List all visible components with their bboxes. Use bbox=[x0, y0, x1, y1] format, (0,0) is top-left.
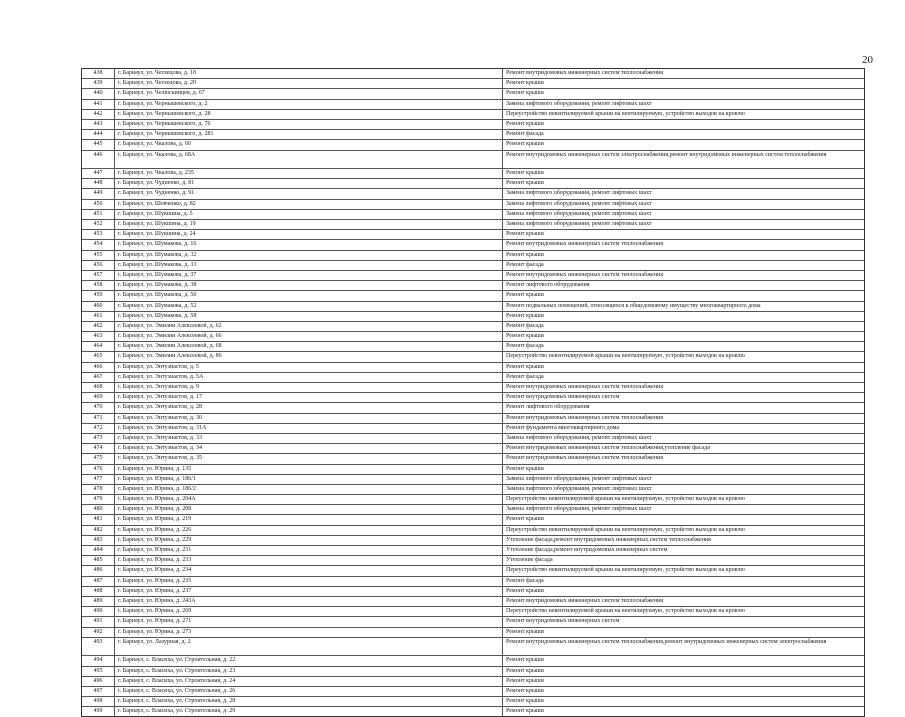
table-row bbox=[82, 617, 864, 627]
work-type-cell: Ремонт крыши bbox=[506, 516, 544, 523]
table-row bbox=[82, 577, 864, 587]
table-row bbox=[82, 179, 864, 189]
work-type-cell: Замена лифтового оборудования, ремонт лифтовых шахт bbox=[506, 434, 652, 441]
address-cell: г. Барнаул, ул. Юрина, д. 271 bbox=[115, 617, 503, 626]
table-row bbox=[82, 200, 864, 210]
address-cell: г. Барнаул, ул. Юрина, д. 135 bbox=[115, 465, 503, 474]
address-cell: г. Барнаул, ул. Шумакова, д. 52 bbox=[115, 302, 503, 311]
row-number: 443 bbox=[82, 120, 115, 129]
work-type-cell: Ремонт внутридомовых инженерных систем bbox=[506, 618, 620, 625]
address-cell: г. Барнаул, ул. Эмилии Алексеевой, д. 68 bbox=[115, 342, 503, 351]
work-type-cell: Замена лифтового оборудования, ремонт лифтовых шахт bbox=[506, 190, 652, 197]
work-type-cell: Замена лифтового оборудования, ремонт лифтовых шахт bbox=[506, 475, 652, 482]
row-number: 465 bbox=[82, 352, 115, 361]
table-row bbox=[82, 322, 864, 332]
row-number: 454 bbox=[82, 240, 115, 249]
work-type-cell: Ремонт внутридомовых инженерных систем теплоснабжения bbox=[506, 455, 663, 462]
work-type-cell: Ремонт внутридомовых инженерных систем теплоснабжения bbox=[506, 271, 663, 278]
row-number: 457 bbox=[82, 271, 115, 280]
work-type-cell: Ремонт фасада bbox=[506, 343, 544, 350]
work-type-cell: Ремонт крыши bbox=[506, 677, 544, 684]
row-number: 493 bbox=[82, 638, 115, 656]
table-row bbox=[82, 251, 864, 261]
work-type-cell: Ремонт крыши bbox=[506, 465, 544, 472]
work-type-cell: Ремонт внутридомовых инженерных систем электроснабжения,ремонт внутридомовых инженерных систем теплоснабжения bbox=[506, 151, 827, 158]
row-number: 471 bbox=[82, 414, 115, 423]
row-number: 473 bbox=[82, 434, 115, 443]
table-row bbox=[82, 556, 864, 566]
address-cell: г. Барнаул, ул. Энтузиастов, д. 30 bbox=[115, 414, 503, 423]
row-number: 498 bbox=[82, 697, 115, 706]
address-cell: г. Барнаул, ул. Чернышевского, д. 76 bbox=[115, 120, 503, 129]
row-number: 495 bbox=[82, 667, 115, 676]
table-row bbox=[82, 434, 864, 444]
work-type-cell: Ремонт внутридомовых инженерных систем теплоснабжения,утепление фасада bbox=[506, 445, 710, 452]
work-type-cell: Ремонт крыши bbox=[506, 657, 544, 664]
row-number: 450 bbox=[82, 200, 115, 209]
work-type-cell: Замена лифтового оборудования, ремонт лифтовых шахт bbox=[506, 100, 652, 107]
row-number: 467 bbox=[82, 373, 115, 382]
row-number: 458 bbox=[82, 281, 115, 290]
work-type-cell: Ремонт фундамента многоквартирного дома bbox=[506, 424, 620, 431]
table-row bbox=[82, 536, 864, 546]
address-cell: г. Барнаул, ул. Чернышевского, д. 28 bbox=[115, 110, 503, 119]
address-cell: г. Барнаул, ул. Чкалова, д. 235 bbox=[115, 169, 503, 178]
work-type-cell: Ремонт крыши bbox=[506, 251, 544, 258]
page-number: 20 bbox=[862, 54, 873, 66]
work-type-cell: Переустройство невентилируемой крыши на вентилируемую, устройство выходов на кровлю bbox=[506, 110, 745, 117]
address-cell: г. Барнаул, ул. Энтузиастов, д. 5А bbox=[115, 373, 503, 382]
row-number: 444 bbox=[82, 130, 115, 139]
row-number: 482 bbox=[82, 526, 115, 535]
address-cell: г. Барнаул, ул. Шукшина, д. 5 bbox=[115, 210, 503, 219]
address-cell: г. Барнаул, с. Власиха, ул. Строительная, д. 24 bbox=[115, 677, 503, 686]
address-cell: г. Барнаул, ул. Энтузиастов, д. 35 bbox=[115, 454, 503, 463]
row-number: 476 bbox=[82, 465, 115, 474]
address-cell: г. Барнаул, с. Власиха, ул. Строительная, д. 29 bbox=[115, 707, 503, 716]
row-number: 463 bbox=[82, 332, 115, 341]
table-row bbox=[82, 444, 864, 454]
table-row bbox=[82, 100, 864, 110]
address-cell: г. Барнаул, с. Власиха, ул. Строительная, д. 26 bbox=[115, 687, 503, 696]
work-type-cell: Ремонт крыши bbox=[506, 231, 544, 238]
address-cell: г. Барнаул, ул. Энтузиастов, д. 31А bbox=[115, 424, 503, 433]
address-cell: г. Барнаул, ул. Чернышевского, д. 2 bbox=[115, 100, 503, 109]
work-type-cell: Утепление фасада,ремонт внутридомовых инженерных систем теплоснабжения bbox=[506, 536, 711, 543]
address-cell: г. Барнаул, ул. Энтузиастов, д. 9 bbox=[115, 383, 503, 392]
address-cell: г. Барнаул, ул. Эмилии Алексеевой, д. 62 bbox=[115, 322, 503, 331]
table-row bbox=[82, 140, 864, 150]
table-row bbox=[82, 707, 864, 716]
work-type-cell: Ремонт крыши bbox=[506, 292, 544, 299]
address-cell: г. Барнаул, ул. Энтузиастов, д. 5 bbox=[115, 363, 503, 372]
address-cell: г. Барнаул, ул. Эмилии Алексеевой, д. 66 bbox=[115, 332, 503, 341]
table-row bbox=[82, 302, 864, 312]
address-cell: г. Барнаул, ул. Шумакова, д. 16 bbox=[115, 240, 503, 249]
work-type-cell: Замена лифтового оборудования, ремонт лифтовых шахт bbox=[506, 210, 652, 217]
row-number: 460 bbox=[82, 302, 115, 311]
row-number: 442 bbox=[82, 110, 115, 119]
table-row bbox=[82, 120, 864, 130]
row-number: 448 bbox=[82, 179, 115, 188]
row-number: 487 bbox=[82, 577, 115, 586]
work-type-cell: Переустройство невентилируемой крыши на вентилируемую, устройство выходов на кровлю bbox=[506, 567, 745, 574]
row-number: 440 bbox=[82, 89, 115, 98]
row-number: 449 bbox=[82, 189, 115, 198]
table-row bbox=[82, 403, 864, 413]
table-row bbox=[82, 110, 864, 120]
table-row bbox=[82, 607, 864, 617]
address-cell: г. Барнаул, ул. Энтузиастов, д. 28 bbox=[115, 403, 503, 412]
row-number: 461 bbox=[82, 312, 115, 321]
row-number: 462 bbox=[82, 322, 115, 331]
table-row bbox=[82, 687, 864, 697]
work-type-cell: Ремонт внутридомовых инженерных систем теплоснабжения bbox=[506, 384, 663, 391]
table-row bbox=[82, 151, 864, 170]
work-type-cell: Ремонт внутридомовых инженерных систем теплоснабжения,ремонт внутридомовых инженерных систем электроснабжения bbox=[506, 638, 827, 645]
row-number: 456 bbox=[82, 261, 115, 270]
table-row bbox=[82, 89, 864, 99]
row-number: 491 bbox=[82, 617, 115, 626]
table-row bbox=[82, 526, 864, 536]
work-type-cell: Ремонт фасада bbox=[506, 577, 544, 584]
address-cell: г. Барнаул, ул. Шумакова, д. 50 bbox=[115, 291, 503, 300]
table-row bbox=[82, 515, 864, 525]
table-row bbox=[82, 454, 864, 464]
address-cell: г. Барнаул, ул. Энтузиастов, д. 17 bbox=[115, 393, 503, 402]
address-cell: г. Барнаул, ул. Эмилии Алексеевой, д. 86 bbox=[115, 352, 503, 361]
table-row bbox=[82, 383, 864, 393]
row-number: 497 bbox=[82, 687, 115, 696]
table-row bbox=[82, 373, 864, 383]
work-type-cell: Переустройство невентилируемой крыши на вентилируемую, устройство выходов на кровлю bbox=[506, 608, 745, 615]
table-row bbox=[82, 69, 864, 79]
row-number: 483 bbox=[82, 536, 115, 545]
row-number: 470 bbox=[82, 403, 115, 412]
work-type-cell: Ремонт фасада bbox=[506, 322, 544, 329]
table-row bbox=[82, 697, 864, 707]
work-type-cell: Ремонт внутридомовых инженерных систем теплоснабжения bbox=[506, 597, 663, 604]
address-cell: г. Барнаул, ул. Юрина, д. 269 bbox=[115, 607, 503, 616]
row-number: 489 bbox=[82, 597, 115, 606]
work-type-cell: Замена лифтового оборудования, ремонт лифтовых шахт bbox=[506, 200, 652, 207]
row-number: 480 bbox=[82, 505, 115, 514]
row-number: 485 bbox=[82, 556, 115, 565]
address-cell: г. Барнаул, ул. Шукшина, д. 24 bbox=[115, 230, 503, 239]
table-row bbox=[82, 495, 864, 505]
address-cell: г. Барнаул, ул. Шумакова, д. 32 bbox=[115, 251, 503, 260]
address-cell: г. Барнаул, ул. Юрина, д. 233 bbox=[115, 556, 503, 565]
work-type-cell: Переустройство невентилируемой крыши на вентилируемую, устройство выходов на кровлю bbox=[506, 526, 745, 533]
table-row bbox=[82, 261, 864, 271]
row-number: 439 bbox=[82, 79, 115, 88]
row-number: 446 bbox=[82, 151, 115, 169]
row-number: 486 bbox=[82, 566, 115, 575]
table-row bbox=[82, 352, 864, 362]
address-cell: г. Барнаул, ул. Чудненко, д. 91 bbox=[115, 189, 503, 198]
address-cell: г. Барнаул, ул. Шевченко, д. 82 bbox=[115, 200, 503, 209]
work-type-cell: Ремонт крыши bbox=[506, 170, 544, 177]
address-cell: г. Барнаул, ул. Юрина, д. 208 bbox=[115, 505, 503, 514]
address-cell: г. Барнаул, ул. Юрина, д. 237 bbox=[115, 587, 503, 596]
table-row bbox=[82, 677, 864, 687]
address-cell: г. Барнаул, ул. Чеглецова, д. 18 bbox=[115, 69, 503, 78]
work-type-cell: Утепление фасада bbox=[506, 557, 553, 564]
row-number: 494 bbox=[82, 656, 115, 665]
address-cell: г. Барнаул, ул. Шумакова, д. 37 bbox=[115, 271, 503, 280]
work-type-cell: Ремонт фасада bbox=[506, 373, 544, 380]
row-number: 469 bbox=[82, 393, 115, 402]
table-row bbox=[82, 597, 864, 607]
work-type-cell: Ремонт крыши bbox=[506, 667, 544, 674]
row-number: 475 bbox=[82, 454, 115, 463]
table-row bbox=[82, 189, 864, 199]
table-row bbox=[82, 271, 864, 281]
work-type-cell: Ремонт внутридомовых инженерных систем теплоснабжения bbox=[506, 414, 663, 421]
address-cell: г. Барнаул, ул. Юрина, д. 186/2 bbox=[115, 485, 503, 494]
row-number: 451 bbox=[82, 210, 115, 219]
work-type-cell: Переустройство невентилируемой крыши на вентилируемую, устройство выходов на кровлю bbox=[506, 353, 745, 360]
address-cell: г. Барнаул, с. Власиха, ул. Строительная, д. 23 bbox=[115, 667, 503, 676]
row-number: 459 bbox=[82, 291, 115, 300]
table-row bbox=[82, 638, 864, 657]
address-cell: г. Барнаул, ул. Юрина, д. 229 bbox=[115, 536, 503, 545]
row-number: 468 bbox=[82, 383, 115, 392]
work-type-cell: Ремонт крыши bbox=[506, 80, 544, 87]
work-type-cell: Ремонт крыши bbox=[506, 333, 544, 340]
table-row bbox=[82, 79, 864, 89]
table-row bbox=[82, 130, 864, 140]
address-cell: г. Барнаул, ул. Шумакова, д. 38 bbox=[115, 281, 503, 290]
table-row bbox=[82, 393, 864, 403]
table-row bbox=[82, 342, 864, 352]
row-number: 455 bbox=[82, 251, 115, 260]
row-number: 445 bbox=[82, 140, 115, 149]
address-cell: г. Барнаул, ул. Юрина, д. 219 bbox=[115, 515, 503, 524]
work-type-cell: Ремонт внутридомовых инженерных систем bbox=[506, 394, 620, 401]
address-cell: г. Барнаул, ул. Юрина, д. 234 bbox=[115, 566, 503, 575]
row-number: 466 bbox=[82, 363, 115, 372]
table-row bbox=[82, 414, 864, 424]
address-cell: г. Барнаул, ул. Чкалова, д. 68А bbox=[115, 151, 503, 169]
work-type-cell: Ремонт внутридомовых инженерных систем теплоснабжения bbox=[506, 70, 663, 76]
work-type-cell: Ремонт фасада bbox=[506, 261, 544, 268]
table-row bbox=[82, 363, 864, 373]
table-row bbox=[82, 230, 864, 240]
address-cell: г. Барнаул, ул. Шумакова, д. 33 bbox=[115, 261, 503, 270]
row-number: 464 bbox=[82, 342, 115, 351]
table-row bbox=[82, 332, 864, 342]
repair-schedule-table bbox=[81, 68, 865, 717]
row-number: 479 bbox=[82, 495, 115, 504]
table-row bbox=[82, 281, 864, 291]
address-cell: г. Барнаул, ул. Юрина, д. 243А bbox=[115, 597, 503, 606]
work-type-cell: Ремонт крыши bbox=[506, 312, 544, 319]
address-cell: г. Барнаул, ул. Юрина, д. 186/1 bbox=[115, 475, 503, 484]
work-type-cell: Ремонт фасада bbox=[506, 131, 544, 138]
address-cell: г. Барнаул, с. Власиха, ул. Строительная, д. 28 bbox=[115, 697, 503, 706]
table-row bbox=[82, 291, 864, 301]
table-row bbox=[82, 220, 864, 230]
table-row bbox=[82, 312, 864, 322]
address-cell: г. Барнаул, ул. Лазурная, д. 2 bbox=[115, 638, 503, 656]
work-type-cell: Ремонт крыши bbox=[506, 708, 544, 715]
table-row bbox=[82, 628, 864, 638]
work-type-cell: Ремонт крыши bbox=[506, 180, 544, 187]
row-number: 472 bbox=[82, 424, 115, 433]
table-row bbox=[82, 169, 864, 179]
work-type-cell: Ремонт крыши bbox=[506, 141, 544, 148]
table-row bbox=[82, 505, 864, 515]
work-type-cell: Ремонт подвальных помещений, относящихся к общедомовому имуществу многоквартирного дома bbox=[506, 302, 761, 309]
row-number: 488 bbox=[82, 587, 115, 596]
row-number: 474 bbox=[82, 444, 115, 453]
table-row bbox=[82, 656, 864, 666]
work-type-cell: Ремонт крыши bbox=[506, 687, 544, 694]
work-type-cell: Ремонт крыши bbox=[506, 628, 544, 635]
work-type-cell: Переустройство невентилируемой крыши на вентилируемую, устройство выходов на кровлю bbox=[506, 496, 745, 503]
work-type-cell: Ремонт крыши bbox=[506, 90, 544, 97]
address-cell: г. Барнаул, с. Власиха, ул. Строительная, д. 22 bbox=[115, 656, 503, 665]
row-number: 490 bbox=[82, 607, 115, 616]
row-number: 453 bbox=[82, 230, 115, 239]
row-number: 447 bbox=[82, 169, 115, 178]
table-row bbox=[82, 465, 864, 475]
address-cell: г. Барнаул, ул. Энтузиастов, д. 33 bbox=[115, 434, 503, 443]
row-number: 452 bbox=[82, 220, 115, 229]
table-row bbox=[82, 240, 864, 250]
table-row bbox=[82, 210, 864, 220]
row-number: 499 bbox=[82, 707, 115, 716]
row-number: 477 bbox=[82, 475, 115, 484]
table-row bbox=[82, 667, 864, 677]
row-number: 496 bbox=[82, 677, 115, 686]
address-cell: г. Барнаул, ул. Чеглецова, д. 20 bbox=[115, 79, 503, 88]
work-type-cell: Ремонт лифтового оборудования bbox=[506, 282, 590, 289]
address-cell: г. Барнаул, ул. Шукшина, д. 19 bbox=[115, 220, 503, 229]
table-row bbox=[82, 475, 864, 485]
address-cell: г. Барнаул, ул. Энтузиастов, д. 34 bbox=[115, 444, 503, 453]
row-number: 484 bbox=[82, 546, 115, 555]
table-row bbox=[82, 485, 864, 495]
work-type-cell: Ремонт лифтового оборудования bbox=[506, 404, 590, 411]
row-number: 478 bbox=[82, 485, 115, 494]
address-cell: г. Барнаул, ул. Чернышевского, д. 281 bbox=[115, 130, 503, 139]
address-cell: г. Барнаул, ул. Шумакова, д. 58 bbox=[115, 312, 503, 321]
work-type-cell: Ремонт крыши bbox=[506, 363, 544, 370]
row-number: 438 bbox=[82, 69, 115, 78]
work-type-cell: Замена лифтового оборудования, ремонт лифтовых шахт bbox=[506, 485, 652, 492]
work-type-cell: Ремонт крыши bbox=[506, 120, 544, 127]
address-cell: г. Барнаул, ул. Юрина, д. 231 bbox=[115, 546, 503, 555]
address-cell: г. Барнаул, ул. Юрина, д. 273 bbox=[115, 628, 503, 637]
address-cell: г. Барнаул, ул. Юрина, д. 226 bbox=[115, 526, 503, 535]
work-type-cell: Замена лифтового оборудования, ремонт лифтовых шахт bbox=[506, 506, 652, 513]
row-number: 481 bbox=[82, 515, 115, 524]
address-cell: г. Барнаул, ул. Чудненко, д. 81 bbox=[115, 179, 503, 188]
table-row bbox=[82, 587, 864, 597]
work-type-cell: Утепление фасада,ремонт внутридомовых инженерных систем bbox=[506, 547, 668, 554]
table-row bbox=[82, 546, 864, 556]
address-cell: г. Барнаул, ул. Чкалова, д. 60 bbox=[115, 140, 503, 149]
table-row bbox=[82, 424, 864, 434]
address-cell: г. Барнаул, ул. Юрина, д. 235 bbox=[115, 577, 503, 586]
address-cell: г. Барнаул, ул. Юрина, д. 204А bbox=[115, 495, 503, 504]
row-number: 441 bbox=[82, 100, 115, 109]
work-type-cell: Ремонт крыши bbox=[506, 587, 544, 594]
table-row bbox=[82, 566, 864, 576]
address-cell: г. Барнаул, ул. Челюскинцев, д. 67 bbox=[115, 89, 503, 98]
work-type-cell: Ремонт внутридомовых инженерных систем теплоснабжения bbox=[506, 241, 663, 248]
work-type-cell: Замена лифтового оборудования, ремонт лифтовых шахт bbox=[506, 221, 652, 228]
work-type-cell: Ремонт крыши bbox=[506, 698, 544, 705]
row-number: 492 bbox=[82, 628, 115, 637]
